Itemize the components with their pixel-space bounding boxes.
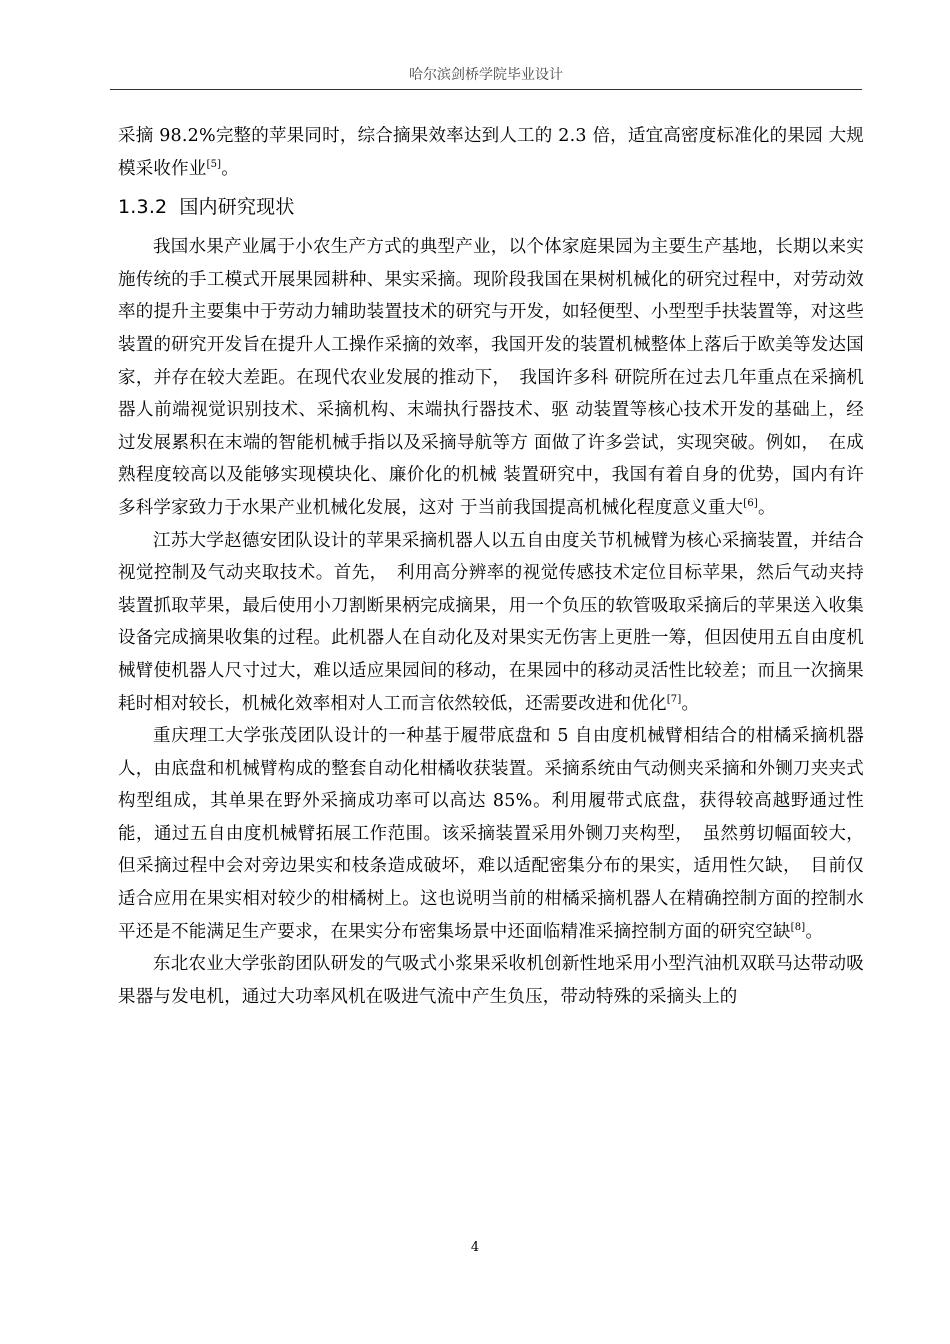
citation: [8] [790, 921, 806, 933]
section-number: 1.3.2 [118, 196, 168, 219]
paragraph-text: 重庆理工大学张茂团队设计的一种基于履带底盘和 5 自由度机械臂相结合的柑橘采摘机器人，由底盘和机械臂构成的整套自动化柑橘收获装置。采摘系统由气动侧夹采摘和外铡刀夹夹式构型组成，其单果在野外采摘成功率可以高达 85%。利用履带式底盘，获得较高越野通过性能，通过五自由度机械臂拓展工作范围。该采摘装置采用外铡刀夹构型， 虽然剪切幅面较大，但采摘过程中会对旁边果实和枝条造成破坏，难以适配密集分布的果实，适用性欠缺， 目前仅适合应用在果实相对较少的柑橘树上。这也说明当前的柑橘采摘机器人在精确控制方面的控制水平还是不能满足生产要求，在果实分布密集场景中还面临精准采摘控制方面的研究空缺 [118, 726, 864, 942]
citation: [5] [206, 158, 222, 170]
paragraph-text: 我国水果产业属于小农生产方式的典型产业，以个体家庭果园为主要生产基地，长期以来实施传统的手工模式开展果园耕种、果实采摘。现阶段我国在果树机械化的研究过程中，对劳动效率的提升主要集中于劳动力辅助装置技术的研究与开发，如轻便型、小型型手扶装置等，对这些装置的研究开发旨在提升人工操作采摘的效率，我国开发的装置机械整体上落后于欧美等发达国家，并存在较大差距。在现代农业发展的推动下， 我国许多科 研院所在过去几年重点在采摘机器人前端视觉识别技术、采摘机构、末端执行器技术、驱 动装置等核心技术开发的基础上，经过发展累积在末端的智能机械手指以及采摘导航等方 面做了许多尝试，实现突破。例如， 在成熟程度较高以及能够实现模块化、廉价化的机械 装置研究中，我国有着自身的优势，国内有许多科学家致力于水果产业机械化发展，这对 于当前我国提高机械化程度意义重大 [118, 237, 864, 518]
page-number: 4 [470, 1240, 480, 1255]
paragraph [118, 720, 864, 948]
paragraph-tail: 。 [758, 497, 776, 518]
paragraph-text: 东北农业大学张韵团队研发的气吸式小浆果采收机创新性地采用小型汽油机双联马达带动吸果器与发电机，通过大功率风机在吸进气流中产生负压，带动特殊的采摘头上的 [118, 954, 864, 1007]
paragraph [118, 948, 864, 1013]
paragraph-tail: 。 [805, 921, 824, 942]
paragraph-tail: 。 [221, 158, 239, 179]
header-divider [110, 89, 862, 90]
citation: [6] [743, 497, 759, 509]
section-heading [118, 193, 864, 221]
citation: [7] [666, 693, 682, 705]
page-header: 哈尔滨剑桥学院毕业设计 [409, 67, 563, 83]
paragraph-tail: 。 [681, 693, 700, 714]
paragraph-continued [118, 120, 864, 185]
paragraph-text: 江苏大学赵德安团队设计的苹果采摘机器人以五自由度关节机械臂为核心采摘装置，并结合视觉控制及气动夹取技术。首先， 利用高分辨率的视觉传感技术定位目标苹果，然后气动夹持装置抓取苹果，最后使用小刀割断果柄完成摘果，用一个负压的软管吸取采摘后的苹果送入收集设备完成摘果收集的过程。此机器人在自动化及对果实无伤害上更胜一筹，但因使用五自由度机械臂使机器人尺寸过大，难以适应果园间的移动，在果园中的移动灵活性比较差；而且一次摘果耗时相对较长，机械化效率相对人工而言依然较低，还需要改进和优化 [118, 530, 864, 714]
paragraph [118, 231, 864, 524]
paragraph [118, 525, 864, 721]
paragraph-text: 采摘 98.2%完整的苹果同时，综合摘果效率达到人工的 2.3 倍，适宜高密度标准化的果园 大规模采收作业 [118, 126, 864, 179]
body-text [118, 120, 864, 1013]
section-title: 国内研究现状 [179, 196, 295, 219]
